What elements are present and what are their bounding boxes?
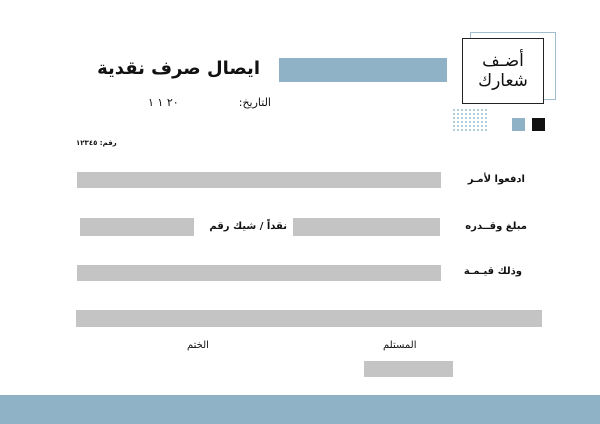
extra-line-field[interactable]: [76, 310, 542, 327]
decorative-black-square: [532, 118, 545, 131]
title-accent-bar: [279, 58, 447, 82]
logo-placeholder[interactable]: [462, 38, 544, 104]
decorative-blue-square: [512, 118, 525, 131]
check-number-field[interactable]: [80, 218, 194, 236]
decorative-dots: [452, 108, 488, 132]
recipient-signature-field[interactable]: [364, 361, 453, 377]
pay-to-field[interactable]: [77, 172, 441, 188]
logo-text-line2: شعارك: [478, 71, 528, 91]
date-label: التاريخ:: [238, 96, 271, 109]
date-value: ٢٠ ١ ١: [148, 96, 179, 109]
value-label: وذلك قيـمـة: [463, 266, 522, 277]
pay-to-label: ادفعوا لأمـر: [467, 174, 525, 185]
recipient-label: المستلم: [383, 340, 417, 351]
receipt-number: رقم: ١٢٣٤٥: [76, 139, 117, 147]
amount-label: مبلغ وقــدره: [465, 221, 527, 232]
stamp-label: الختم: [187, 340, 209, 351]
logo-text-line1: أضـف: [482, 51, 524, 71]
receipt-title: ايصال صرف نقدية: [97, 58, 260, 79]
amount-field[interactable]: [293, 218, 440, 236]
footer-band: [0, 395, 600, 424]
cash-check-label: نقداً / شيك رقم: [209, 221, 287, 232]
value-field[interactable]: [77, 265, 441, 281]
